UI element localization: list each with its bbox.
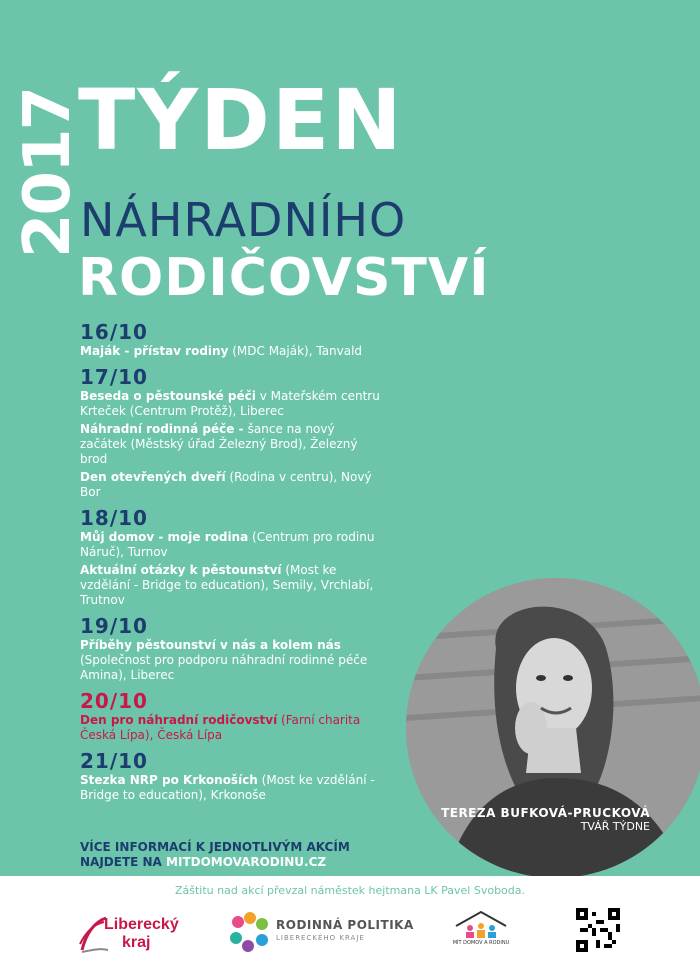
event-details: (Farní charita Česká Lípa), Česká Lípa <box>80 713 361 742</box>
logo-md-text: MÍT DOMOV A RODINU <box>452 940 510 946</box>
website-link[interactable]: MITDOMOVARODINU.CZ <box>166 855 327 869</box>
day-block <box>80 506 380 608</box>
event-details: (Centrum pro rodinu Náruč), Turnov <box>80 530 375 559</box>
year-vertical: 2017 <box>11 87 85 258</box>
more-info-line-2 <box>80 855 350 870</box>
event-item <box>80 422 380 467</box>
mit-domov-logo[interactable] <box>446 910 516 958</box>
event-details: (MDC Maják), Tanvald <box>228 344 363 358</box>
event-schedule <box>80 320 380 809</box>
more-info-line-1: VÍCE INFORMACÍ K JEDNOTLIVÝM AKCÍM <box>80 840 350 854</box>
day-block <box>80 365 380 500</box>
event-item <box>80 530 380 560</box>
event-title: Den pro náhradní rodičovství <box>80 713 278 727</box>
patronage-text: Záštitu nad akcí převzal náměstek hejtmana LK Pavel Svoboda. <box>174 884 526 897</box>
event-details: (Most ke vzdělání - Bridge to education), Krkonoše <box>80 773 375 802</box>
event-item <box>80 389 380 419</box>
day-block-highlight <box>80 689 380 743</box>
day-date: 16/10 <box>80 320 148 344</box>
portrait-caption <box>440 806 650 833</box>
logo-rp-subtitle: LIBERECKÉHO KRAJE <box>276 934 365 942</box>
people-circle-icon <box>228 912 272 954</box>
event-details: (Most ke vzdělání - Bridge to education), Semily, Vrchlabí, Trutnov <box>80 563 374 607</box>
face-role: TVÁŘ TÝDNE <box>580 820 650 833</box>
event-details: šance na nový začátek (Městský úřad Železný Brod), Železný brod <box>80 422 358 466</box>
more-info <box>80 840 350 870</box>
event-item <box>80 638 380 683</box>
event-title: Stezka NRP po Krkonoších <box>80 773 258 787</box>
event-item <box>80 470 380 500</box>
day-date: 19/10 <box>80 614 148 638</box>
event-item <box>80 773 380 803</box>
event-title: Náhradní rodinná péče - <box>80 422 248 436</box>
day-date: 17/10 <box>80 365 148 389</box>
logo-lk-text-2: kraj <box>122 934 151 951</box>
portrait-photo <box>406 578 700 878</box>
qr-code-icon <box>576 908 620 952</box>
event-item <box>80 563 380 608</box>
event-title: Beseda o pěstounské péči <box>80 389 256 403</box>
day-block <box>80 320 380 359</box>
event-details: (Rodina v centru), Nový Bor <box>80 470 372 499</box>
title-line-1: TÝDEN <box>78 71 404 169</box>
day-block <box>80 614 380 683</box>
day-date: 18/10 <box>80 506 148 530</box>
event-item <box>80 713 380 743</box>
day-date: 20/10 <box>80 689 148 713</box>
footer <box>0 876 700 980</box>
title-line-2: NÁHRADNÍHO <box>80 193 407 247</box>
house-family-icon <box>446 910 516 940</box>
event-title: Můj domov - moje rodina <box>80 530 249 544</box>
face-name: TEREZA BUFKOVÁ-PRUCKOVÁ <box>441 806 650 820</box>
day-date: 21/10 <box>80 749 148 773</box>
liberecky-kraj-logo[interactable] <box>78 912 179 954</box>
event-title: Maják - přístav rodiny <box>80 344 229 358</box>
event-item <box>80 344 380 359</box>
portrait-illustration <box>406 578 700 878</box>
rodinna-politika-logo[interactable] <box>228 912 418 954</box>
event-details: v Mateřském centru Krteček (Centrum Protěž), Liberec <box>80 389 380 418</box>
logo-lk-text-1: Liberecký <box>104 916 179 933</box>
event-details: (Společnost pro podporu náhradní rodinné péče Amina), Liberec <box>80 653 368 682</box>
more-info-prefix: NAJDETE NA <box>80 855 167 869</box>
title-line-3: RODIČOVSTVÍ <box>78 248 490 308</box>
event-title: Příběhy pěstounství v nás a kolem nás <box>80 638 341 652</box>
logo-rp-title: RODINNÁ POLITIKA <box>276 918 414 932</box>
event-title: Den otevřených dveří <box>80 470 226 484</box>
qr-code[interactable] <box>576 908 620 952</box>
day-block <box>80 749 380 803</box>
event-title: Aktuální otázky k pěstounství <box>80 563 282 577</box>
